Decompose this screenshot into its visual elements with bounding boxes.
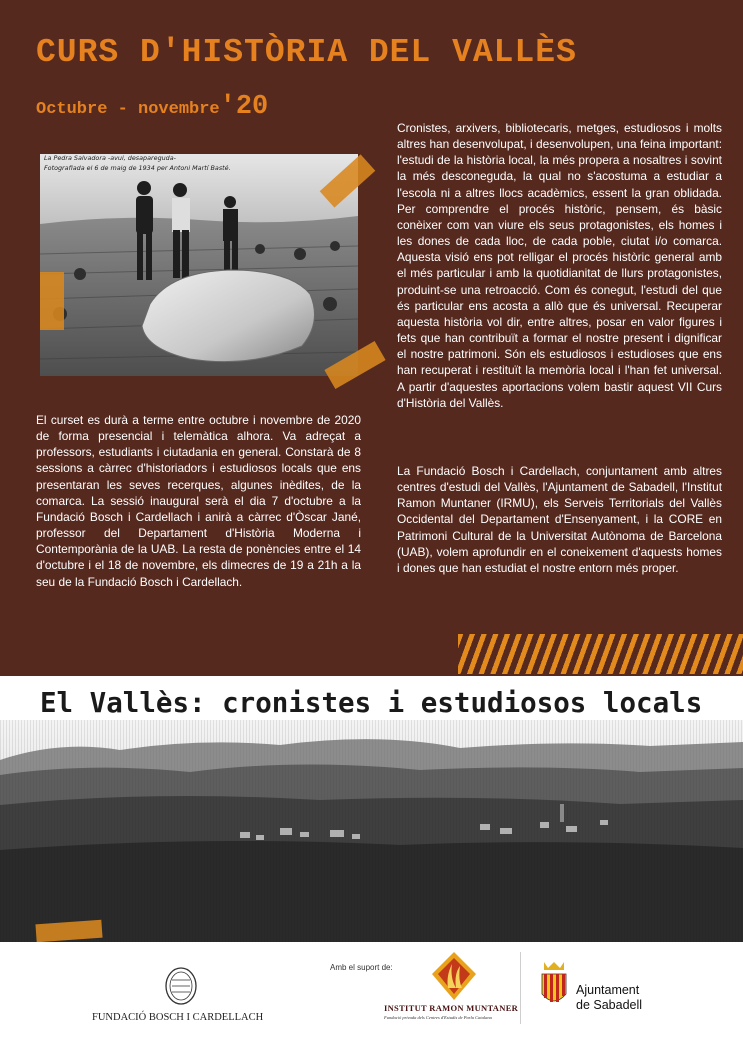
sabadell-label-line-2: de Sabadell	[576, 998, 643, 1012]
photo-caption-line-2: Fotografiada el 6 de maig de 1934 per Antoni Martí Basté.	[44, 163, 231, 172]
landscape-engraving	[0, 720, 743, 942]
organizers-text-block	[397, 463, 722, 576]
tape-decoration-left	[40, 272, 64, 330]
sabadell-label-line-1: Ajuntament	[576, 983, 640, 997]
sabadell-label	[576, 983, 642, 1013]
photo-caption-line-1: La Pedra Salvadora -avui, desapareguda-	[44, 154, 176, 162]
poster-subtitle: El Vallès: cronistes i estudiosos locals	[40, 687, 703, 719]
course-months: Octubre - novembre	[36, 100, 220, 119]
organizers-paragraph: La Fundació Bosch i Cardellach, conjuntament amb altres centres d'estudi del Vallès, l'Ajuntament de Sabadell, l'Institut Ramon Muntaner (IRMU), els Serveis Territorials del Vallès Occidental del Departament d'Ensenyament, i la CORE en Patrimoni Cultural de la Universitat Autònoma de Barcelona (UAB), volem aprofundir en el coneixement d'aquests homes i dones que han estudiat el nostre entorn més proper.	[397, 464, 722, 575]
bosch-cardellach-logo	[164, 966, 198, 1006]
support-label: Amb el suport de:	[330, 963, 393, 972]
irmu-name: INSTITUT RAMON MUNTANER	[384, 1003, 519, 1013]
footer-divider	[520, 952, 521, 1024]
intro-paragraph: Cronistes, arxivers, bibliotecaris, metges, estudiosos i molts altres han desenvolupat, i desenvolupen, una feina important: l'estudi de la història local, la més propera a nosaltres i sovint la més desconeguda, la qual no s'acostuma a estudiar a l'escola ni a altres llocs acadèmics, essent la gran oblidada. Per comprendre el procés històric, pensem, és bàsic conèixer com van viure els seus protagonistes, els homes i les dones de cada lloc, de cada poble, ciutat i/o comarca. Aquesta visió ens pot relligar el procés històric general amb el més particular i amb la quotidianitat de llurs protagonistes, produint-se una retroacció. Com és conegut, l'estudi del que és particular ens acosta a allò que és universal. Recuperar aquesta història vol dir, entre altres, posar en valor figures i fets que han contribuït a formar el nostre present i dignificar el nostre patrimoni. Són els estudiosos i estudioses que ens han recuperat i restituït la memòria local i l'han fet universal. A partir d'aquestes aportacions volem bastir aquest VII Curs d'Història del Vallès.	[397, 121, 722, 410]
historic-photo	[40, 154, 358, 376]
bosch-cardellach-label: FUNDACIÓ BOSCH I CARDELLACH	[92, 1012, 264, 1023]
irmu-logo	[430, 950, 478, 1002]
photo-caption	[44, 154, 274, 173]
sabadell-coat-of-arms	[540, 960, 568, 1008]
landscape-illustration	[0, 720, 743, 942]
intro-text-block	[397, 120, 722, 411]
course-description	[36, 412, 361, 590]
course-description-text: El curset es durà a terme entre octubre i novembre de 2020 de forma presencial i telemàtica alhora. Va adreçat a professors, estudiants i ciutadania en general. Constarà de 8 sessions a càrrec d'historiadors i estudiosos locals que ens presentaran les seves recerques, algunes inèdites, de la comarca. La sessió inaugural serà el dia 7 d'octubre a la Fundació Bosch i Cardellach i anirà a càrrec d'Òscar Jané, professor del Departament d'Història Moderna i Contemporània de la UAB. La resta de ponències entre el 14 d'octubre i el 18 de novembre, els dimecres de 19 a 21h a la seu de la Fundació Bosch i Cardellach.	[36, 413, 361, 589]
course-year: '20	[219, 92, 269, 122]
course-dates	[36, 92, 268, 122]
stripe-decoration	[458, 634, 743, 674]
historic-photo-image	[40, 154, 358, 376]
irmu-subtitle: Fundació privada dels Centres d'Estudis de Parla Catalana	[384, 1015, 492, 1020]
poster-title: CURS D'HISTÒRIA DEL VALLÈS	[36, 34, 577, 71]
